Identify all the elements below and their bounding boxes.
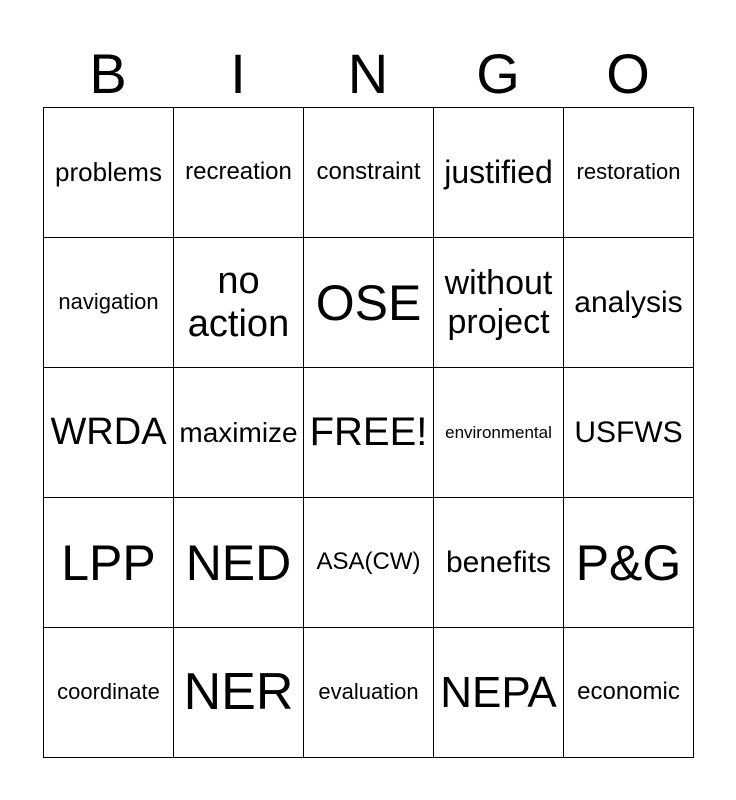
bingo-cell-g-4[interactable] (434, 498, 564, 628)
bingo-cell-b-1[interactable] (44, 108, 174, 238)
bingo-cell-i-4[interactable] (174, 498, 304, 628)
header-letter-n: N (347, 42, 389, 105)
bingo-cell-label: environmental (445, 422, 552, 442)
bingo-cell-g-3[interactable] (434, 368, 564, 498)
bingo-cell-b-4[interactable] (44, 498, 174, 628)
bingo-cell-b-2[interactable] (44, 238, 174, 368)
bingo-cell-o-2[interactable] (564, 238, 694, 368)
bingo-cell-g-2[interactable] (434, 238, 564, 368)
bingo-cell-label: LPP (61, 534, 156, 591)
header-letter-g: G (476, 42, 520, 105)
bingo-cell-o-1[interactable] (564, 108, 694, 238)
bingo-cell-label: no action (187, 259, 290, 345)
bingo-cell-label: evaluation (318, 679, 419, 705)
bingo-cell-label: NER (183, 663, 294, 722)
bingo-cell-label: coordinate (57, 679, 160, 705)
bingo-cell-i-2[interactable] (174, 238, 304, 368)
bingo-cell-label: NEPA (440, 667, 557, 717)
bingo-cell-label: benefits (445, 545, 552, 579)
bingo-cell-i-5[interactable] (174, 628, 304, 758)
bingo-cell-g-1[interactable] (434, 108, 564, 238)
bingo-cell-o-4[interactable] (564, 498, 694, 628)
header-letter-i: I (230, 42, 246, 105)
bingo-cell-label: ASA(CW) (316, 548, 421, 576)
bingo-cell-n-2[interactable] (304, 238, 434, 368)
bingo-cell-label: navigation (58, 289, 159, 315)
bingo-cell-g-5[interactable] (434, 628, 564, 758)
bingo-cell-label: USFWS (574, 415, 683, 449)
bingo-cell-b-3[interactable] (44, 368, 174, 498)
header-letter-o: O (606, 42, 650, 105)
bingo-cell-label: problems (55, 156, 162, 187)
bingo-cell-label: constraint (316, 158, 421, 186)
bingo-cell-label: P&G (575, 534, 682, 591)
bingo-cell-i-3[interactable] (174, 368, 304, 498)
bingo-cell-label: restoration (576, 159, 681, 185)
bingo-cell-n-4[interactable] (304, 498, 434, 628)
bingo-cell-label: NED (185, 534, 292, 591)
bingo-cell-label: without project (444, 264, 553, 341)
bingo-cell-label: FREE! (309, 410, 428, 455)
bingo-cell-label: WRDA (50, 411, 167, 454)
header-letter-b: B (89, 42, 127, 105)
bingo-header (43, 40, 693, 108)
bingo-cell-label: OSE (315, 274, 422, 331)
bingo-cell-label: recreation (185, 158, 292, 186)
bingo-cell-label: justified (444, 153, 553, 190)
bingo-cell-b-5[interactable] (44, 628, 174, 758)
bingo-cell-label: maximize (179, 416, 298, 448)
bingo-cell-label: analysis (574, 285, 683, 319)
bingo-board (43, 107, 694, 758)
bingo-cell-n-5[interactable] (304, 628, 434, 758)
bingo-cell-o-3[interactable] (564, 368, 694, 498)
bingo-cell-n-3[interactable] (304, 368, 434, 498)
bingo-cell-n-1[interactable] (304, 108, 434, 238)
bingo-cell-o-5[interactable] (564, 628, 694, 758)
bingo-cell-label: economic (577, 678, 680, 706)
bingo-cell-i-1[interactable] (174, 108, 304, 238)
